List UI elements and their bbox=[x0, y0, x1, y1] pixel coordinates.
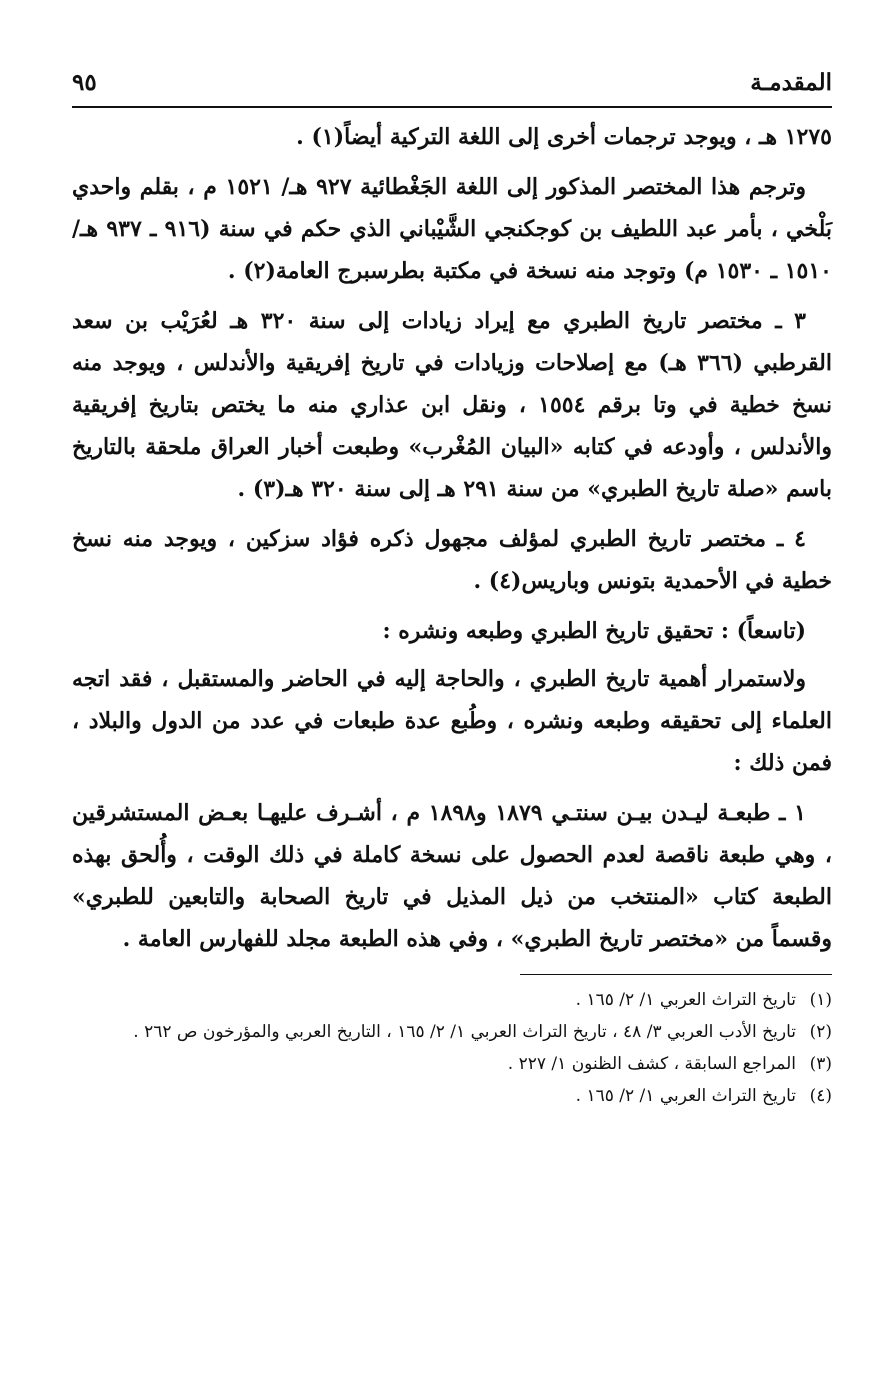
footnote-text: المراجع السابقة ، كشف الظنون ١/ ٢٢٧ . bbox=[507, 1054, 796, 1074]
footnote-number: (٣) bbox=[809, 1054, 832, 1074]
footnote bbox=[72, 1049, 832, 1079]
paragraph: وترجم هذا المختصر المذكور إلى اللغة الجَغْطائية ٩٢٧ هـ/ ١٥٢١ م ، بقلم واحدي بَلْخي ، بأمر عبد اللطيف بن كوجكنجي الشَّيْباني الذي حكم في سنة (٩١٦ ـ ٩٣٧ هـ/ ١٥١٠ ـ ١٥٣٠ م) وتوجد منه نسخة في مكتبة بطرسبرج العامة(٢) . bbox=[72, 174, 833, 284]
footnote-text: تاريخ التراث العربي ١/ ٢/ ١٦٥ . bbox=[575, 990, 796, 1010]
book-page bbox=[72, 62, 832, 1362]
page-header bbox=[72, 62, 832, 102]
body-text bbox=[72, 116, 832, 960]
page-number: ٩٥ bbox=[72, 68, 97, 96]
paragraph: ١ ـ طبعـة ليـدن بيـن سنتـي ١٨٧٩ و١٨٩٨ م ، أشـرف عليهـا بعـض المستشرقين ، وهي طبعة ناقصة لعدم الحصول على نسخة كاملة في ذلك الوقت ، وأُلحق بهذه الطبعة كتاب «المنتخب من ذيل المذيل في تاريخ الصحابة والتابعين للطبري» وقسماً من «مختصر تاريخ الطبري» ، وفي هذه الطبعة مجلد للفهارس العامة . bbox=[72, 800, 832, 952]
footnote-number: (٢) bbox=[809, 1022, 832, 1042]
footnotes bbox=[72, 985, 832, 1111]
paragraph: ٤ ـ مختصر تاريخ الطبري لمؤلف مجهول ذكره فؤاد سزكين ، ويوجد منه نسخ خطية في الأحمدية بتونس وباريس(٤) . bbox=[72, 526, 832, 594]
footnote-number: (١) bbox=[809, 990, 832, 1010]
footnote-text: تاريخ الأدب العربي ٣/ ٤٨ ، تاريخ التراث العربي ١/ ٢/ ١٦٥ ، التاريخ العربي والمؤرخون ص ٢٦٢ . bbox=[133, 1022, 796, 1042]
footnote-text: تاريخ التراث العربي ١/ ٢/ ١٦٥ . bbox=[575, 1086, 796, 1106]
footnote bbox=[72, 1017, 832, 1047]
footnote bbox=[72, 985, 832, 1015]
running-title: المقدمـة bbox=[750, 68, 832, 96]
paragraph: ٣ ـ مختصر تاريخ الطبري مع إيراد زيادات إلى سنة ٣٢٠ هـ لعُرَيْب بن سعد القرطبي (٣٦٦ هـ) مع إصلاحات وزيادات في تاريخ إفريقية والأندلس ، ويوجد منه نسخ خطية في وتا برقم ١٥٥٤ ، ونقل ابن عذاري منه ما يختص بتاريخ إفريقية والأندلس ، وأودعه في كتابه «البيان المُغْرب» وطبعت أخبار العراق ملحقة بالتاريخ باسم «صلة تاريخ الطبري» من سنة ٢٩١ هـ إلى سنة ٣٢٠ هـ(٣) . bbox=[72, 308, 832, 502]
footnote bbox=[72, 1081, 832, 1111]
footnote-rule bbox=[520, 974, 832, 975]
footnote-number: (٤) bbox=[809, 1086, 832, 1106]
paragraph: ولاستمرار أهمية تاريخ الطبري ، والحاجة إليه في الحاضر والمستقبل ، فقد اتجه العلماء إلى تحقيقه وطبعه ونشره ، وطُبع عدة طبعات في عدد من الدول والبلاد ، فمن ذلك : bbox=[72, 666, 832, 776]
section-heading: (تاسعاً) : تحقيق تاريخ الطبري وطبعه ونشره : bbox=[382, 618, 806, 644]
paragraph: ١٢٧٥ هـ ، ويوجد ترجمات أخرى إلى اللغة التركية أيضاً(١) . bbox=[296, 124, 832, 150]
header-rule bbox=[72, 106, 832, 108]
